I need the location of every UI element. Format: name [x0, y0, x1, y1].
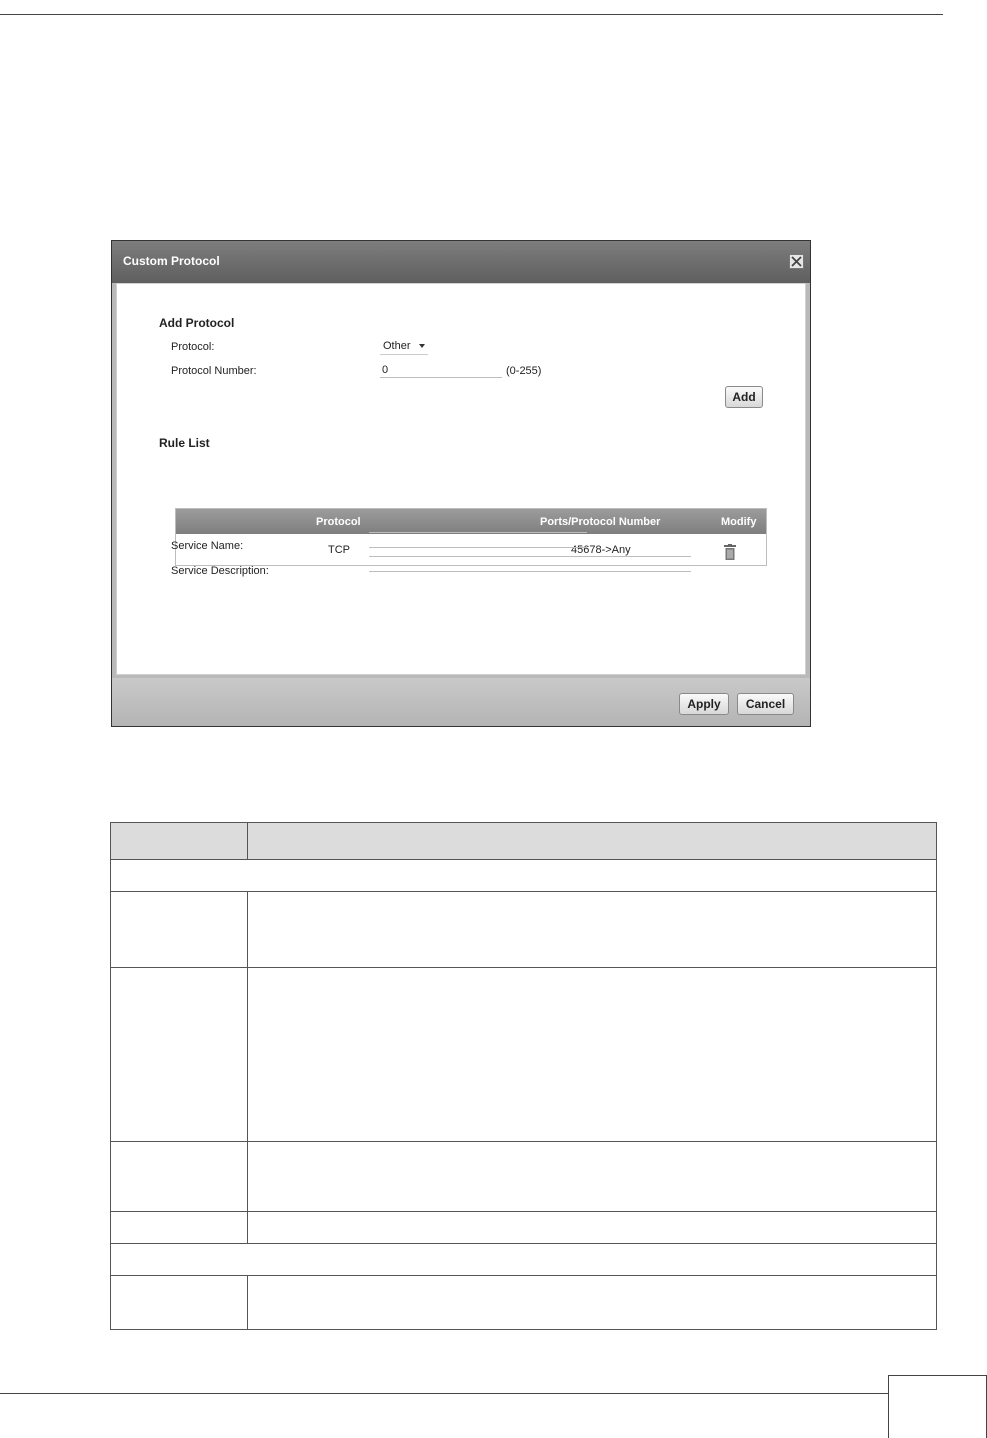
rule-list-heading: Rule List: [159, 436, 210, 450]
service-name-label: Service Name:: [171, 540, 244, 552]
table-row: [111, 1212, 937, 1244]
service-name-input[interactable]: [369, 532, 587, 548]
service-description-input[interactable]: [369, 556, 691, 572]
row-description: [248, 1212, 937, 1244]
table-row: [111, 860, 937, 892]
dialog-title: Custom Protocol: [123, 254, 220, 268]
description-table: [110, 822, 937, 1330]
row-label: [111, 968, 248, 1142]
chevron-down-icon: [419, 344, 425, 348]
section-row: [111, 1244, 937, 1276]
protocol-number-input[interactable]: 0: [380, 364, 502, 378]
section-row: [111, 860, 937, 892]
protocol-number-hint: (0-255): [506, 365, 542, 377]
custom-protocol-dialog: [111, 240, 811, 727]
add-protocol-heading: Add Protocol: [159, 316, 235, 330]
row-description: [248, 892, 937, 968]
header-description: [248, 823, 937, 860]
row-protocol: TCP: [328, 544, 350, 556]
row-description: [248, 1276, 937, 1330]
table-row: [111, 1244, 937, 1276]
column-modify: Modify: [721, 516, 757, 528]
description-table-header: [111, 823, 937, 860]
add-button[interactable]: Add: [725, 386, 763, 408]
dialog-body: [116, 283, 806, 675]
protocol-select-value: Other: [383, 340, 411, 352]
trash-icon[interactable]: [724, 544, 736, 563]
table-row: [111, 968, 937, 1142]
table-row: [111, 1142, 937, 1212]
row-label: [111, 892, 248, 968]
dialog-titlebar: [112, 241, 810, 283]
close-icon[interactable]: [789, 254, 804, 269]
table-row: [111, 892, 937, 968]
row-ports: 45678->Any: [571, 544, 631, 556]
apply-button[interactable]: Apply: [679, 693, 729, 715]
row-label: [111, 1276, 248, 1330]
rule-list-header: [176, 509, 766, 534]
protocol-label: Protocol:: [171, 341, 215, 353]
footer-rule: [0, 1393, 888, 1394]
header-rule: [0, 14, 943, 15]
table-row: [111, 1276, 937, 1330]
row-description: [248, 968, 937, 1142]
row-description: [248, 1142, 937, 1212]
header-label: [111, 823, 248, 860]
cancel-button[interactable]: Cancel: [737, 693, 794, 715]
protocol-number-label: Protocol Number:: [171, 365, 257, 377]
service-description-label: Service Description:: [171, 565, 269, 577]
protocol-select[interactable]: [380, 338, 428, 355]
page-number-box: [888, 1375, 987, 1438]
column-protocol: Protocol: [316, 516, 361, 528]
row-label: [111, 1212, 248, 1244]
dialog-footer: [112, 678, 810, 726]
column-ports: Ports/Protocol Number: [540, 516, 661, 528]
row-label: [111, 1142, 248, 1212]
